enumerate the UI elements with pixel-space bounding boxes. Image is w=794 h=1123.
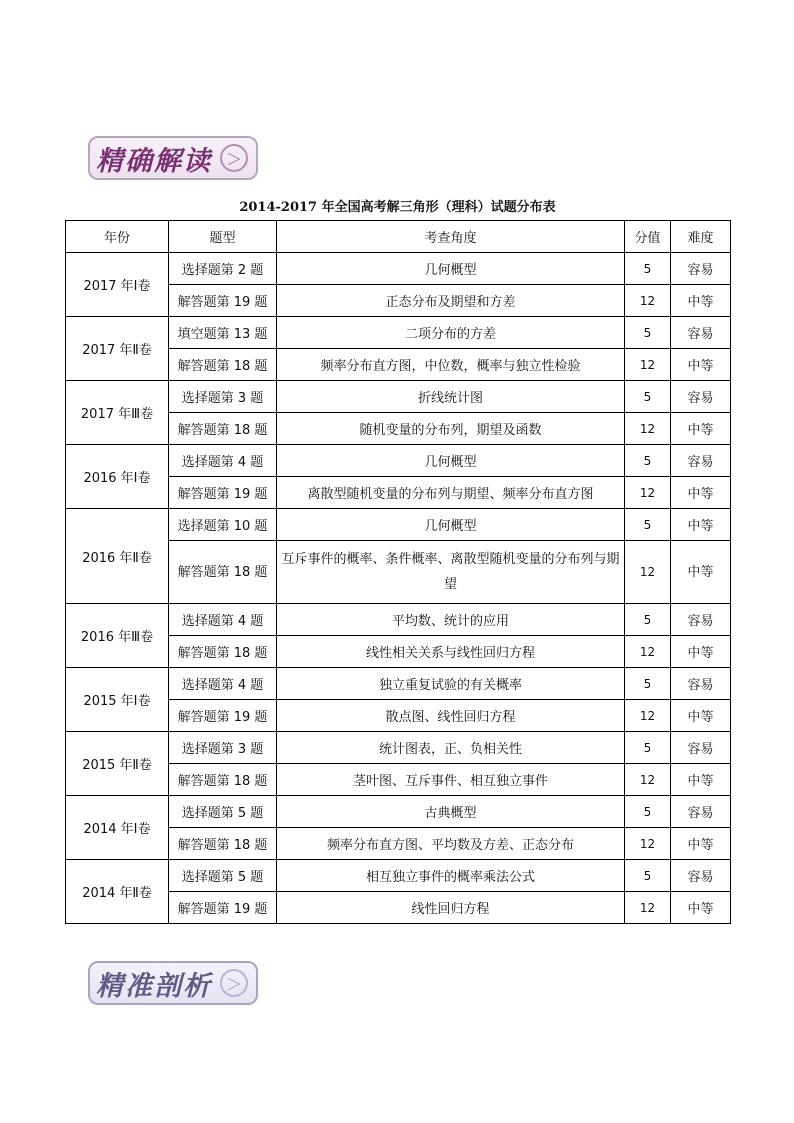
cell-type: 选择题第 3 题 xyxy=(169,732,277,764)
cell-angle: 茎叶图、互斥事件、相互独立事件 xyxy=(277,764,625,796)
cell-year: 2015 年Ⅰ卷 xyxy=(66,668,169,732)
cell-type: 解答题第 19 题 xyxy=(169,477,277,509)
cell-difficulty: 容易 xyxy=(671,381,731,413)
cell-difficulty: 容易 xyxy=(671,668,731,700)
table-body xyxy=(66,253,731,924)
cell-difficulty: 中等 xyxy=(671,509,731,541)
cell-angle: 频率分布直方图、平均数及方差、正态分布 xyxy=(277,828,625,860)
table-row xyxy=(66,509,731,541)
table-row xyxy=(66,604,731,636)
cell-score: 12 xyxy=(625,477,671,509)
cell-angle: 古典概型 xyxy=(277,796,625,828)
cell-year: 2016 年Ⅰ卷 xyxy=(66,445,169,509)
cell-difficulty: 中等 xyxy=(671,828,731,860)
distribution-table xyxy=(65,220,731,924)
cell-score: 12 xyxy=(625,413,671,445)
cell-score: 5 xyxy=(625,509,671,541)
section-banner-breakdown xyxy=(88,961,258,1005)
cell-difficulty: 中等 xyxy=(671,541,731,604)
chevron-right-icon: ＞ xyxy=(220,969,248,997)
cell-type: 选择题第 5 题 xyxy=(169,796,277,828)
table-row xyxy=(66,796,731,828)
table-row xyxy=(66,381,731,413)
table-row xyxy=(66,317,731,349)
header-angle: 考查角度 xyxy=(277,221,625,253)
cell-type: 选择题第 2 题 xyxy=(169,253,277,285)
cell-score: 12 xyxy=(625,892,671,924)
cell-difficulty: 容易 xyxy=(671,860,731,892)
cell-score: 5 xyxy=(625,732,671,764)
cell-angle: 几何概型 xyxy=(277,445,625,477)
banner-title: 精准剖析 xyxy=(96,970,212,1002)
cell-score: 5 xyxy=(625,381,671,413)
cell-difficulty: 容易 xyxy=(671,445,731,477)
cell-angle: 散点图、线性回归方程 xyxy=(277,700,625,732)
cell-difficulty: 中等 xyxy=(671,349,731,381)
cell-score: 5 xyxy=(625,445,671,477)
cell-type: 选择题第 5 题 xyxy=(169,860,277,892)
table-row xyxy=(66,668,731,700)
cell-angle: 折线统计图 xyxy=(277,381,625,413)
cell-type: 解答题第 18 题 xyxy=(169,541,277,604)
cell-angle: 线性回归方程 xyxy=(277,892,625,924)
cell-difficulty: 中等 xyxy=(671,285,731,317)
cell-year: 2015 年Ⅱ卷 xyxy=(66,732,169,796)
cell-angle: 随机变量的分布列，期望及函数 xyxy=(277,413,625,445)
cell-type: 选择题第 10 题 xyxy=(169,509,277,541)
cell-angle: 频率分布直方图，中位数，概率与独立性检验 xyxy=(277,349,625,381)
cell-type: 选择题第 3 题 xyxy=(169,381,277,413)
cell-type: 解答题第 18 题 xyxy=(169,413,277,445)
cell-difficulty: 容易 xyxy=(671,796,731,828)
cell-type: 选择题第 4 题 xyxy=(169,668,277,700)
header-type: 题型 xyxy=(169,221,277,253)
cell-type: 解答题第 18 题 xyxy=(169,764,277,796)
cell-angle: 相互独立事件的概率乘法公式 xyxy=(277,860,625,892)
cell-type: 解答题第 19 题 xyxy=(169,700,277,732)
header-year: 年份 xyxy=(66,221,169,253)
cell-difficulty: 中等 xyxy=(671,413,731,445)
cell-angle: 几何概型 xyxy=(277,509,625,541)
cell-type: 解答题第 18 题 xyxy=(169,828,277,860)
banner-title: 精确解读 xyxy=(96,145,212,177)
table-header-row xyxy=(66,221,731,253)
cell-year: 2014 年Ⅱ卷 xyxy=(66,860,169,924)
table-caption: 2014-2017 年全国高考解三角形（理科）试题分布表 xyxy=(239,200,556,215)
cell-year: 2017 年Ⅰ卷 xyxy=(66,253,169,317)
cell-score: 12 xyxy=(625,285,671,317)
cell-angle: 正态分布及期望和方差 xyxy=(277,285,625,317)
cell-score: 12 xyxy=(625,349,671,381)
cell-score: 12 xyxy=(625,700,671,732)
cell-score: 12 xyxy=(625,541,671,604)
cell-year: 2016 年Ⅲ卷 xyxy=(66,604,169,668)
header-score: 分值 xyxy=(625,221,671,253)
cell-angle: 统计图表，正、负相关性 xyxy=(277,732,625,764)
cell-score: 5 xyxy=(625,860,671,892)
table-row xyxy=(66,732,731,764)
cell-angle: 平均数、统计的应用 xyxy=(277,604,625,636)
cell-angle: 二项分布的方差 xyxy=(277,317,625,349)
cell-score: 5 xyxy=(625,796,671,828)
cell-difficulty: 容易 xyxy=(671,604,731,636)
cell-difficulty: 容易 xyxy=(671,732,731,764)
cell-score: 12 xyxy=(625,828,671,860)
chevron-right-icon: ＞ xyxy=(220,144,248,172)
cell-difficulty: 容易 xyxy=(671,317,731,349)
cell-angle: 互斥事件的概率、条件概率、离散型随机变量的分布列与期望 xyxy=(277,541,625,604)
table-row xyxy=(66,860,731,892)
cell-score: 5 xyxy=(625,604,671,636)
cell-type: 选择题第 4 题 xyxy=(169,604,277,636)
cell-angle: 离散型随机变量的分布列与期望、频率分布直方图 xyxy=(277,477,625,509)
cell-type: 选择题第 4 题 xyxy=(169,445,277,477)
cell-difficulty: 中等 xyxy=(671,700,731,732)
cell-year: 2014 年Ⅰ卷 xyxy=(66,796,169,860)
cell-score: 5 xyxy=(625,317,671,349)
cell-type: 解答题第 18 题 xyxy=(169,349,277,381)
cell-difficulty: 中等 xyxy=(671,764,731,796)
cell-year: 2017 年Ⅲ卷 xyxy=(66,381,169,445)
cell-year: 2017 年Ⅱ卷 xyxy=(66,317,169,381)
cell-difficulty: 容易 xyxy=(671,253,731,285)
table-row xyxy=(66,445,731,477)
cell-type: 解答题第 18 题 xyxy=(169,636,277,668)
cell-angle: 独立重复试验的有关概率 xyxy=(277,668,625,700)
cell-score: 5 xyxy=(625,253,671,285)
cell-score: 5 xyxy=(625,668,671,700)
cell-angle: 线性相关关系与线性回归方程 xyxy=(277,636,625,668)
cell-type: 填空题第 13 题 xyxy=(169,317,277,349)
table-row xyxy=(66,253,731,285)
cell-type: 解答题第 19 题 xyxy=(169,285,277,317)
cell-year: 2016 年Ⅱ卷 xyxy=(66,509,169,604)
section-banner-analysis xyxy=(88,136,258,180)
cell-difficulty: 中等 xyxy=(671,636,731,668)
cell-score: 12 xyxy=(625,636,671,668)
cell-score: 12 xyxy=(625,764,671,796)
cell-angle: 几何概型 xyxy=(277,253,625,285)
cell-difficulty: 中等 xyxy=(671,892,731,924)
cell-type: 解答题第 19 题 xyxy=(169,892,277,924)
cell-difficulty: 中等 xyxy=(671,477,731,509)
header-difficulty: 难度 xyxy=(671,221,731,253)
